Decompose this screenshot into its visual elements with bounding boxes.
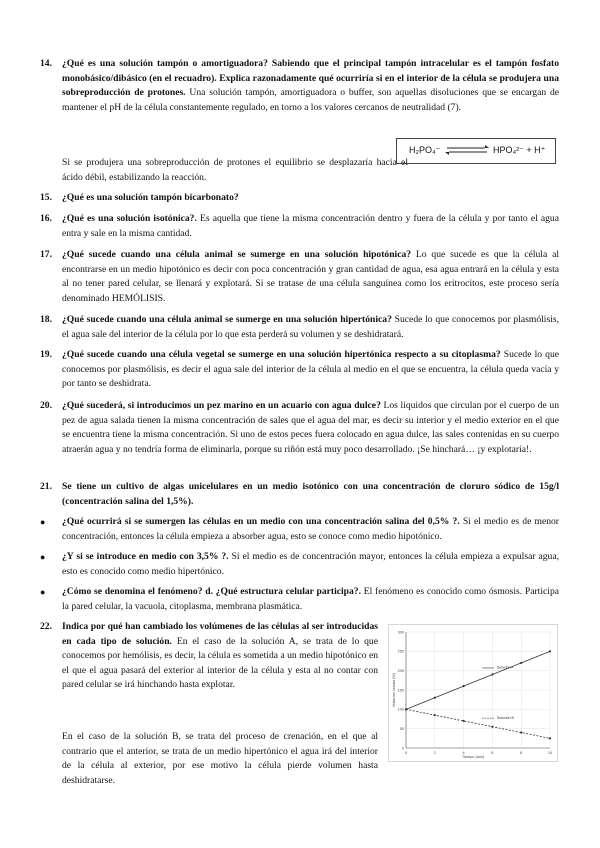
y-tick-label: 100 — [397, 707, 404, 712]
data-point — [549, 650, 551, 652]
data-point — [434, 714, 436, 716]
q21-bullet-3-answer: El fenómeno es conocido como ósmosis. Participa la pared celular, la vacuola, citoplasma, membrana plasmática. — [62, 586, 559, 612]
q21-bullet-3 — [62, 585, 559, 614]
data-point — [434, 697, 436, 699]
q20-number: 20. — [40, 400, 52, 411]
q17-question: ¿Qué sucede cuando una célula animal se sumerge en una solución hipotónica? — [62, 249, 412, 260]
chart-frame — [389, 625, 558, 762]
q14-paragraph — [62, 57, 559, 115]
q19-answer: Sucede lo que conocemos por plasmólisis, es decir el agua sale del interior de la célula al medio en el que se encuentra, la célula queda vacía y por tanto se deshidrata. — [62, 349, 560, 390]
q22-paragraph — [62, 620, 378, 693]
x-tick-label: 10 — [547, 751, 553, 755]
q16-number: 16. — [40, 213, 52, 224]
q17-paragraph — [62, 248, 559, 306]
q21-bullet-1 — [62, 515, 559, 544]
chart-y-label: Volumen celular (%) — [392, 673, 396, 707]
q21-paragraph — [62, 480, 559, 509]
data-point — [549, 737, 551, 739]
bullet-icon: ● — [40, 517, 46, 527]
y-tick-label: 200 — [397, 668, 404, 673]
q15-question: ¿Qué es una solución tampón bicarbonato? — [62, 192, 239, 203]
phosphate-equilibrium-box — [396, 138, 556, 164]
q21-bullet-2-answer: Si el medio es de concentración mayor, entonces la célula empieza a expulsar agua, esto es conocido como medio hipertónico. — [62, 551, 560, 577]
q14-question: ¿Qué es una solución tampón o amortiguadora? Sabiendo que el principal tampón intracelular es el tampón fosfato monobásico/dibásico (en el recuadro). Explica razonadamente qué ocurriría si en el interior de la célula se produjera una sobreproducción de protones. — [62, 58, 559, 99]
q18-paragraph — [62, 313, 559, 342]
q14-answer: Una solución tampón, amortiguadora o buffer, son aquellas disoluciones que se encargan de mantener el pH de la célula constantemente regulado, en torno a los valores cercanos de neutralidad (7). — [62, 87, 559, 113]
q21-bullet-2 — [62, 550, 559, 579]
q16-question: ¿Qué es una solución isotónica?. — [62, 213, 197, 224]
q19-number: 19. — [40, 349, 52, 360]
q15-number: 15. — [40, 192, 52, 203]
q15-paragraph — [62, 191, 559, 206]
cell-volume-chart — [388, 624, 558, 762]
bullet-icon: ● — [40, 587, 46, 597]
y-tick-label: 50 — [399, 726, 404, 731]
chart-x-label: Tiempo (min) — [461, 755, 485, 759]
y-tick-label: 150 — [397, 688, 404, 693]
q21-bullet-3-question: ¿Cómo se denomina el fenómeno? d. ¿Qué estructura celular participa?. — [62, 586, 361, 597]
q21-question: Se tiene un cultivo de algas unicelulares en un medio isotónico con una concentración de cloruro sódico de 15g/l (concentración salina del 1,5%). — [62, 481, 559, 507]
q22-question: Indica por qué han cambiado los volúmenes de las células al ser introducidas en cada tipo de solución. — [62, 621, 378, 647]
q18-number: 18. — [40, 314, 52, 325]
q22-answer-2: En el caso de la solución B, se trata del proceso de crenación, en el que al contrario que el anterior, se trata de un medio hipertónico el agua irá del interior de la célula al exterior, por ese motivo la célula pierde volumen hasta deshidratarse. — [62, 731, 378, 786]
q18-answer: Sucede lo que conocemos por plasmólisis, el agua sale del interior de la célula por lo que esta perderá su volumen y se deshidratará. — [62, 314, 559, 340]
data-point — [491, 726, 493, 728]
x-tick-label: 2 — [433, 751, 436, 755]
q22-answer: En el caso de la solución A, se trata de lo que conocemos por hemólisis, es decir, la célula es sometida a un medio hipotónico en el que el agua pasará del exterior al interior de la célula y esta al no contar con pared celular se irá hinchando hasta explotar. — [62, 635, 378, 691]
q17-number: 17. — [40, 249, 52, 260]
q20-question: ¿Qué sucederá, si introducimos un pez marino en un acuario con agua dulce? — [62, 400, 381, 411]
q20-answer: Los líquidos que circulan por el cuerpo de un pez de agua salada tienen la misma concentración de sales que el agua del mar, es decir su interior y el medio exterior en el que se encuentra tiene la misma concentración. Si uno de estos peces fuera colocado en agua dulce, las sales contenidas en su cuerpo atraerán agua y no tendría forma de eliminarla, porque su riñón está muy poco desarrollado. ¡Se hinchará… ¡y explotaría!. — [62, 400, 559, 455]
q21-number: 21. — [40, 481, 52, 492]
legend-solution-a: Solución A — [496, 665, 514, 670]
data-point — [520, 731, 522, 733]
data-point — [405, 708, 407, 710]
bullet-icon: ● — [40, 552, 46, 562]
q19-paragraph — [62, 348, 559, 392]
q21-bullet-1-answer: Si el medio es de menor concentración, entonces la célula empieza a absorber agua, esto se conoce como medio hipotónico. — [62, 516, 559, 542]
q16-answer: Es aquella que tiene la misma concentración dentro y fuera de la célula y por tanto el agua entra y sale en la misma cantidad. — [62, 213, 559, 239]
data-point — [520, 662, 522, 664]
legend-solution-b: Solución B — [496, 716, 514, 720]
q16-paragraph — [62, 212, 559, 241]
q14-answer-2: Si se produjera una sobreproducción de protones el equilibrio se desplazaría hacia el ácido débil, estabilizando la reacción. — [62, 157, 408, 183]
data-point — [463, 720, 465, 722]
y-tick-label: 300 — [397, 630, 404, 635]
q21-bullet-1-question: ¿Qué ocurrirá si se sumergen las células en un medio con una concentración salina del 0,5% ?. — [62, 516, 460, 527]
q17-answer: Lo que sucede es que la célula al encontrarse en un medio hipotónico es decir con poca concentración y gran cantidad de agua, esa agua entrará en la célula y esta al no tener pared celular, se llenará y explotará. Si se tratase de una célula sanguínea como los eritrocitos, este proceso sería denominado HEMÓLISIS. — [62, 249, 559, 304]
data-point — [491, 673, 493, 675]
x-tick-label: 0 — [404, 751, 408, 755]
equation-right: HPO₄²⁻ + H⁺ — [493, 145, 546, 155]
x-tick-label: 8 — [520, 751, 523, 755]
x-tick-label: 4 — [462, 751, 465, 755]
y-tick-label: 250 — [397, 649, 404, 654]
data-point — [463, 685, 465, 687]
q18-question: ¿Qué sucede cuando una célula animal se sumerge en una solución hipertónica? — [62, 314, 392, 325]
equation-left: H₂PO₄⁻ — [409, 145, 441, 155]
q19-question: ¿Qué sucede cuando una célula vegetal se sumerge en una solución hipertónica respecto a su citoplasma? — [62, 349, 501, 360]
q21-bullet-2-question: ¿Y si se introduce en medio con 3,5% ?. — [62, 551, 229, 562]
q20-paragraph — [62, 399, 559, 457]
y-tick-label: 0 — [401, 746, 404, 751]
q22-number: 22. — [40, 621, 52, 632]
x-tick-label: 6 — [491, 751, 494, 755]
q14-number: 14. — [40, 58, 52, 69]
equilibrium-arrows-icon — [445, 144, 489, 156]
